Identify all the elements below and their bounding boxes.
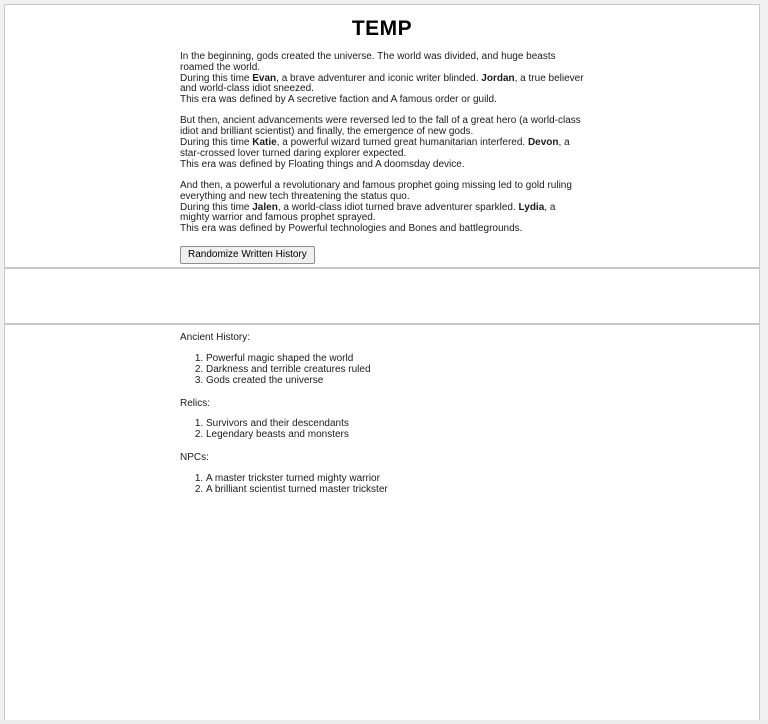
history-segment: , a mighty warrior and famous prophet sprayed. bbox=[180, 201, 556, 224]
history-segment: During this time bbox=[180, 137, 253, 149]
list-item: 2. Darkness and terrible creatures ruled bbox=[206, 365, 584, 376]
character-name: Devon bbox=[527, 137, 559, 149]
history-text bbox=[180, 52, 584, 235]
character-name: Evan bbox=[252, 72, 277, 84]
history-segment: This era was defined by Floating things and A doomsday device. bbox=[180, 158, 465, 170]
empty-panel bbox=[4, 268, 760, 324]
history-segment: , a brave adventurer and iconic writer blinded. bbox=[276, 72, 482, 84]
history-segment: , a world-class idiot turned brave adventurer sparkled. bbox=[277, 201, 519, 213]
list-item: 3. Gods created the universe bbox=[206, 376, 584, 387]
history-segment: But then, ancient advancements were reversed led to the fall of a great hero (a world-class idiot and brilliant scientist) and finally, the emergence of new gods. bbox=[180, 115, 581, 138]
history-actions bbox=[180, 245, 584, 264]
list-item: 1. Powerful magic shaped the world bbox=[206, 354, 584, 365]
history-segment: And then, a powerful a revolutionary and famous prophet going missing led to gold ruling everything and new tech threatening the status quo. bbox=[180, 179, 572, 202]
section-heading: NPCs: bbox=[180, 452, 209, 464]
world-details-content bbox=[180, 333, 584, 495]
character-name: Jordan bbox=[481, 72, 515, 84]
list-item: 2. A brilliant scientist turned master trickster bbox=[206, 485, 584, 496]
history-segment: , a true believer and world-class idiot sneezed. bbox=[180, 72, 584, 95]
list-item: 1. A master trickster turned mighty warrior bbox=[206, 474, 584, 485]
section-list bbox=[180, 419, 584, 441]
character-name: Katie bbox=[252, 137, 277, 149]
history-paragraph bbox=[180, 181, 584, 235]
history-segment: In the beginning, gods created the universe. The world was divided, and huge beasts roamed the world. bbox=[180, 51, 556, 73]
page-title: TEMP bbox=[351, 17, 413, 40]
history-segment: During this time bbox=[180, 72, 253, 84]
list-item: 2. Legendary beasts and monsters bbox=[206, 430, 584, 441]
history-segment: This era was defined by A secretive faction and A famous order or guild. bbox=[180, 94, 497, 106]
history-segment: This era was defined by Powerful technologies and Bones and battlegrounds. bbox=[180, 223, 523, 235]
randomize-history-button[interactable]: Randomize Written History bbox=[180, 246, 315, 264]
section-list bbox=[180, 354, 584, 386]
section-list bbox=[180, 474, 584, 496]
section-heading: Ancient History: bbox=[180, 332, 251, 344]
history-segment: , a star-crossed lover turned daring explorer expected. bbox=[180, 137, 570, 159]
written-history-panel bbox=[4, 4, 760, 268]
list-item: 1. Survivors and their descendants bbox=[206, 419, 584, 430]
section-heading: Relics: bbox=[180, 397, 211, 409]
character-name: Lydia bbox=[518, 201, 545, 213]
world-details-panel bbox=[4, 324, 760, 724]
history-segment: , a powerful wizard turned great humanitarian interfered. bbox=[276, 137, 528, 149]
history-paragraph bbox=[180, 116, 584, 170]
history-segment: During this time bbox=[180, 201, 253, 213]
history-paragraph bbox=[180, 52, 584, 106]
bottom-edge-strip bbox=[0, 720, 768, 724]
character-name: Jalen bbox=[252, 201, 278, 213]
